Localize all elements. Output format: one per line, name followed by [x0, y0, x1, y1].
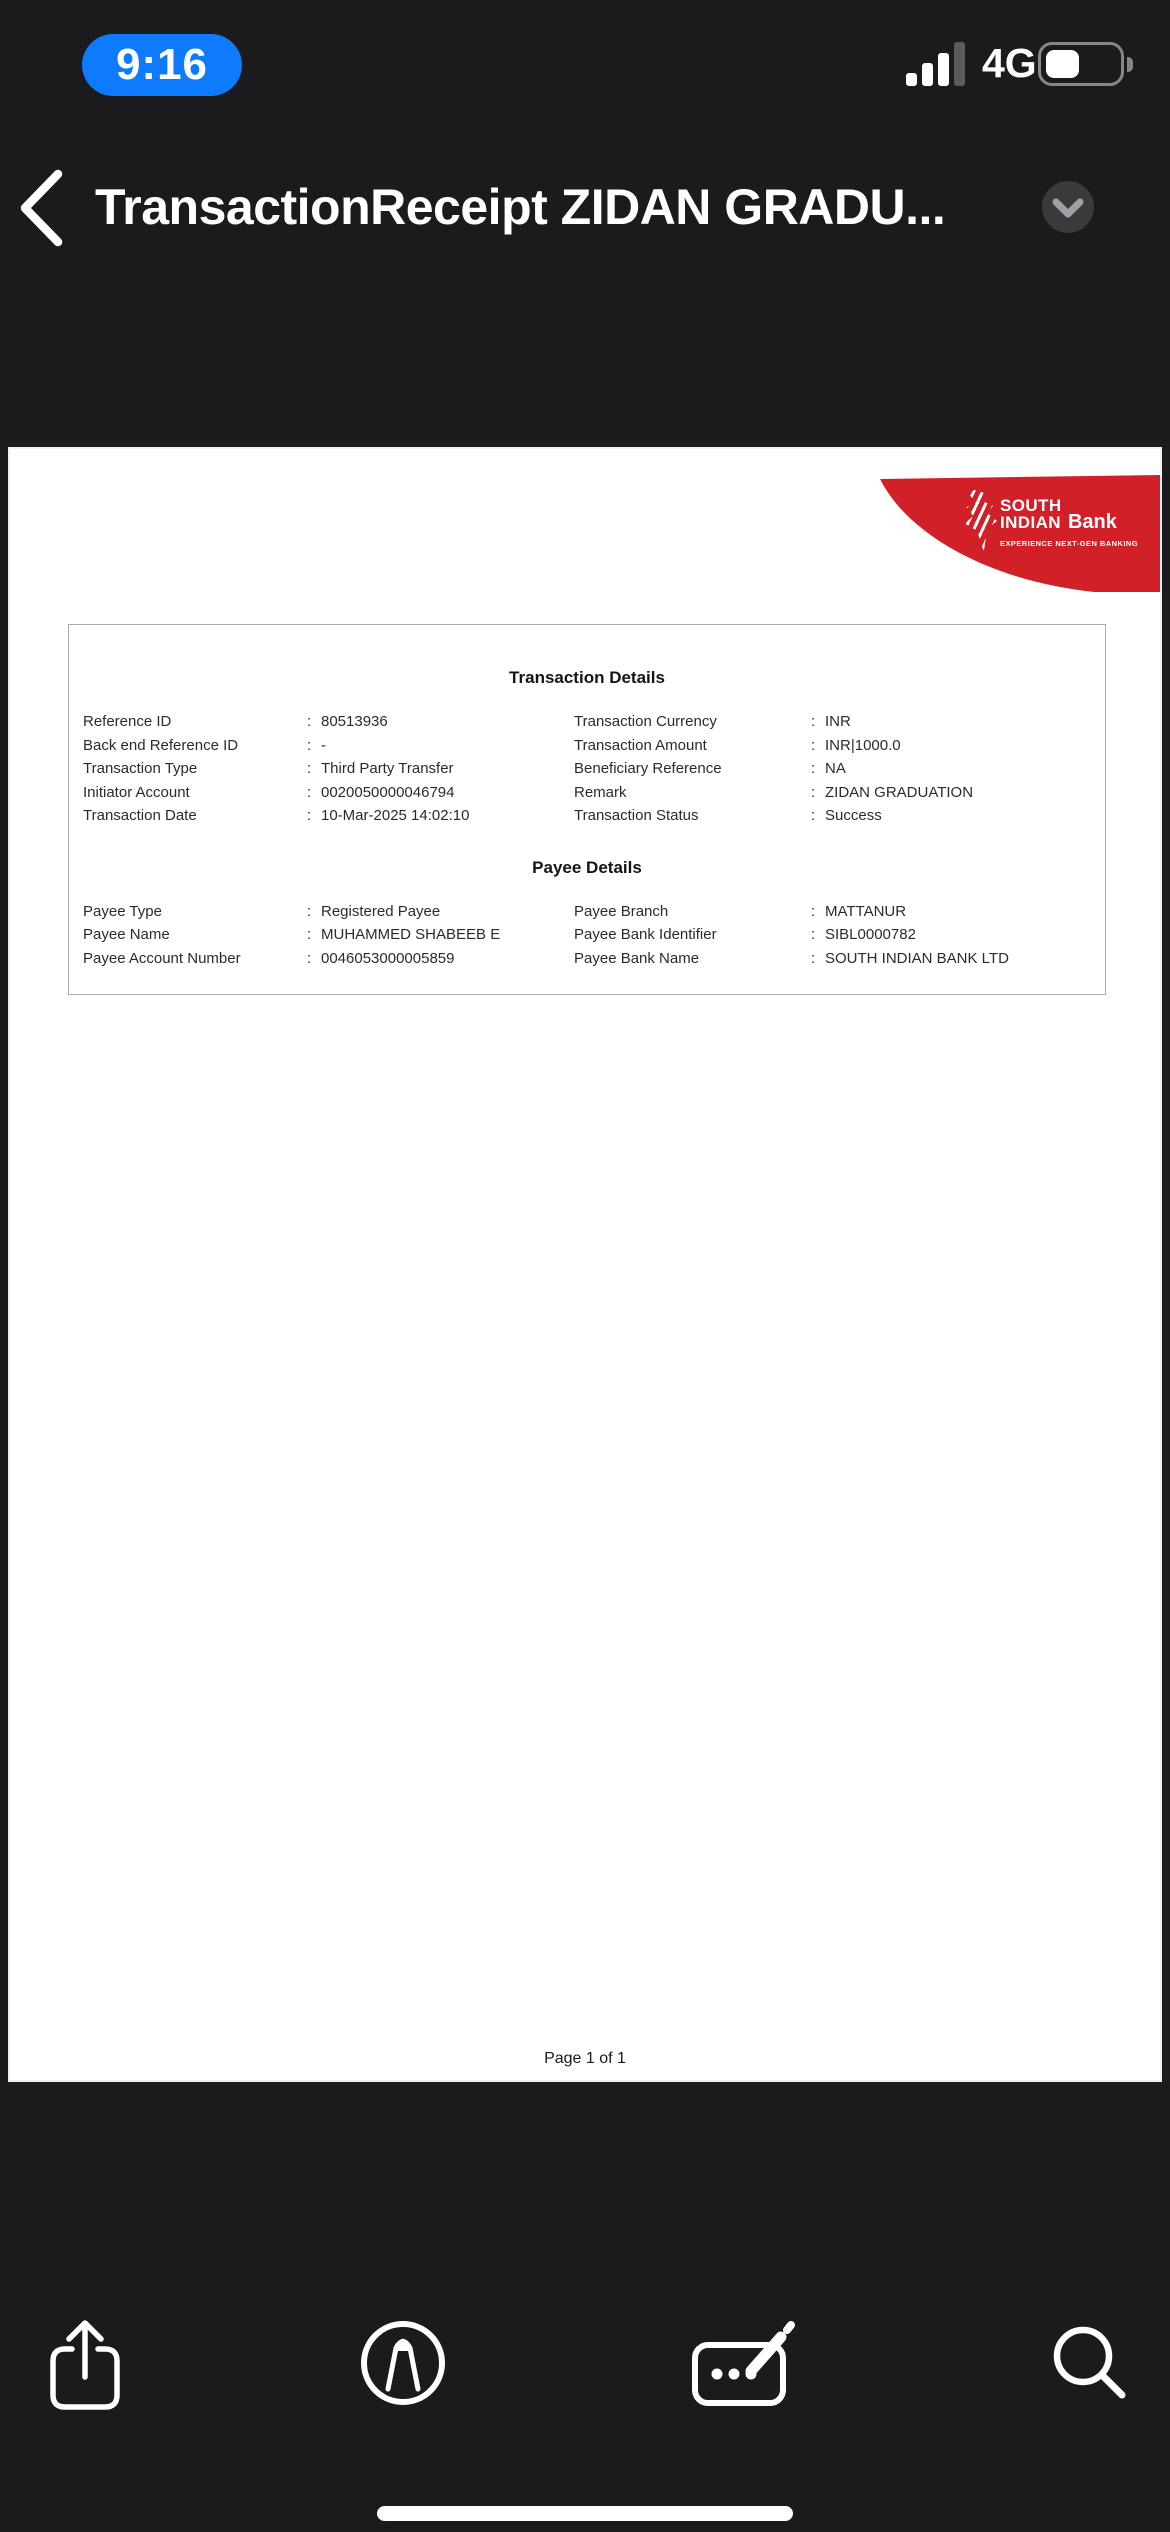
value-text: 0020050000046794 [321, 783, 455, 801]
colon: : [307, 713, 312, 731]
chevron-left-icon [14, 168, 74, 248]
value-text: 80513936 [321, 713, 388, 731]
field-label: Payee Type [83, 902, 162, 920]
value-text: INR|1000.0 [825, 736, 901, 754]
table-row [69, 710, 1105, 734]
value-text: Registered Payee [321, 902, 441, 920]
colon: : [811, 713, 816, 731]
field-value [811, 737, 1105, 754]
colon: : [307, 736, 312, 754]
share-icon [45, 2315, 125, 2415]
signal-bars-icon [906, 42, 968, 86]
colon: : [811, 926, 816, 944]
field-value [811, 713, 1105, 730]
colon: : [811, 783, 816, 801]
field-value [811, 926, 1105, 943]
colon: : [811, 902, 816, 920]
value-text: - [321, 736, 326, 754]
colon: : [811, 736, 816, 754]
payee-rows [69, 900, 1105, 971]
value-text: INR [825, 713, 851, 731]
field-value [307, 903, 574, 920]
table-row [69, 923, 1105, 947]
field-label: Transaction Type [83, 760, 198, 778]
battery-cap [1127, 57, 1133, 72]
field-label: Back end Reference ID [83, 736, 239, 754]
table-row [69, 781, 1105, 805]
field-label: Remark [574, 783, 627, 801]
field-label: Transaction Amount [574, 736, 707, 754]
network-type-label: 4G [982, 40, 1037, 86]
field-label: Payee Branch [574, 902, 669, 920]
title-menu-button[interactable] [1042, 181, 1094, 233]
transaction-rows [69, 710, 1105, 828]
battery-icon [1038, 42, 1124, 86]
section-title-transaction: Transaction Details [509, 668, 665, 687]
colon: : [307, 949, 312, 967]
bank-name-suffix: Bank [1067, 511, 1117, 533]
value-text: Third Party Transfer [321, 760, 454, 778]
table-row [69, 804, 1105, 828]
table-row [69, 947, 1105, 971]
markup-pen-icon [360, 2320, 446, 2406]
field-label: Reference ID [83, 713, 172, 731]
value-text: Success [825, 807, 882, 825]
field-value [307, 807, 574, 824]
colon: : [307, 807, 312, 825]
field-label: Payee Bank Name [574, 949, 700, 967]
back-button[interactable] [14, 168, 74, 248]
value-text: NA [825, 760, 846, 778]
search-icon [1050, 2323, 1130, 2403]
field-value [307, 926, 574, 943]
value-text: SOUTH INDIAN BANK LTD [825, 949, 1009, 967]
colon: : [307, 760, 312, 778]
field-value [811, 760, 1105, 777]
value-text: MUHAMMED SHABEEB E [321, 926, 501, 944]
field-value [307, 784, 574, 801]
colon: : [811, 760, 816, 778]
table-row [69, 757, 1105, 781]
fill-and-sign-icon [689, 2315, 801, 2411]
page-number-label: Page 1 of 1 [544, 2050, 626, 2067]
colon: : [307, 902, 312, 920]
colon: : [811, 949, 816, 967]
markup-button[interactable] [360, 2320, 446, 2406]
bank-logo-text [1000, 497, 1117, 532]
pdf-page[interactable] [8, 447, 1162, 2082]
field-value [811, 807, 1105, 824]
value-text: 0046053000005859 [321, 949, 455, 967]
field-label: Payee Bank Identifier [574, 926, 717, 944]
share-button[interactable] [45, 2315, 125, 2415]
bank-logo [880, 475, 1160, 592]
bank-name-line2: INDIAN [1000, 513, 1061, 532]
bank-tagline: EXPERIENCE NEXT-GEN BANKING [1000, 539, 1139, 548]
value-text: MATTANUR [825, 902, 907, 920]
value-text: ZIDAN GRADUATION [825, 783, 974, 801]
field-label: Payee Account Number [83, 949, 241, 967]
fill-and-sign-button[interactable] [689, 2315, 801, 2411]
field-value [307, 737, 574, 754]
home-indicator[interactable] [377, 2506, 793, 2521]
colon: : [811, 807, 816, 825]
table-row [69, 900, 1105, 924]
field-value [811, 784, 1105, 801]
colon: : [307, 783, 312, 801]
status-time-pill[interactable] [82, 34, 242, 96]
section-title-payee: Payee Details [532, 857, 642, 877]
bank-logo-swoosh [880, 475, 1160, 592]
document-title: TransactionReceipt ZIDAN GRADU... [95, 179, 946, 235]
field-value [307, 950, 574, 967]
field-value [307, 713, 574, 730]
bank-name-line1: SOUTH [1000, 496, 1062, 515]
field-label: Payee Name [83, 926, 170, 944]
value-text: SIBL0000782 [825, 926, 916, 944]
field-label: Initiator Account [83, 783, 190, 801]
receipt-details-box [68, 624, 1106, 995]
search-button[interactable] [1050, 2323, 1130, 2403]
table-row [69, 734, 1105, 758]
chevron-down-icon [1042, 181, 1094, 233]
status-time: 9:16 [115, 40, 209, 89]
field-label: Transaction Currency [574, 713, 717, 731]
field-label: Beneficiary Reference [574, 760, 722, 778]
field-value [811, 903, 1105, 920]
field-value [811, 950, 1105, 967]
field-label: Transaction Date [83, 807, 197, 825]
colon: : [307, 926, 312, 944]
value-text: 10-Mar-2025 14:02:10 [321, 807, 470, 825]
field-value [307, 760, 574, 777]
field-label: Transaction Status [574, 807, 699, 825]
